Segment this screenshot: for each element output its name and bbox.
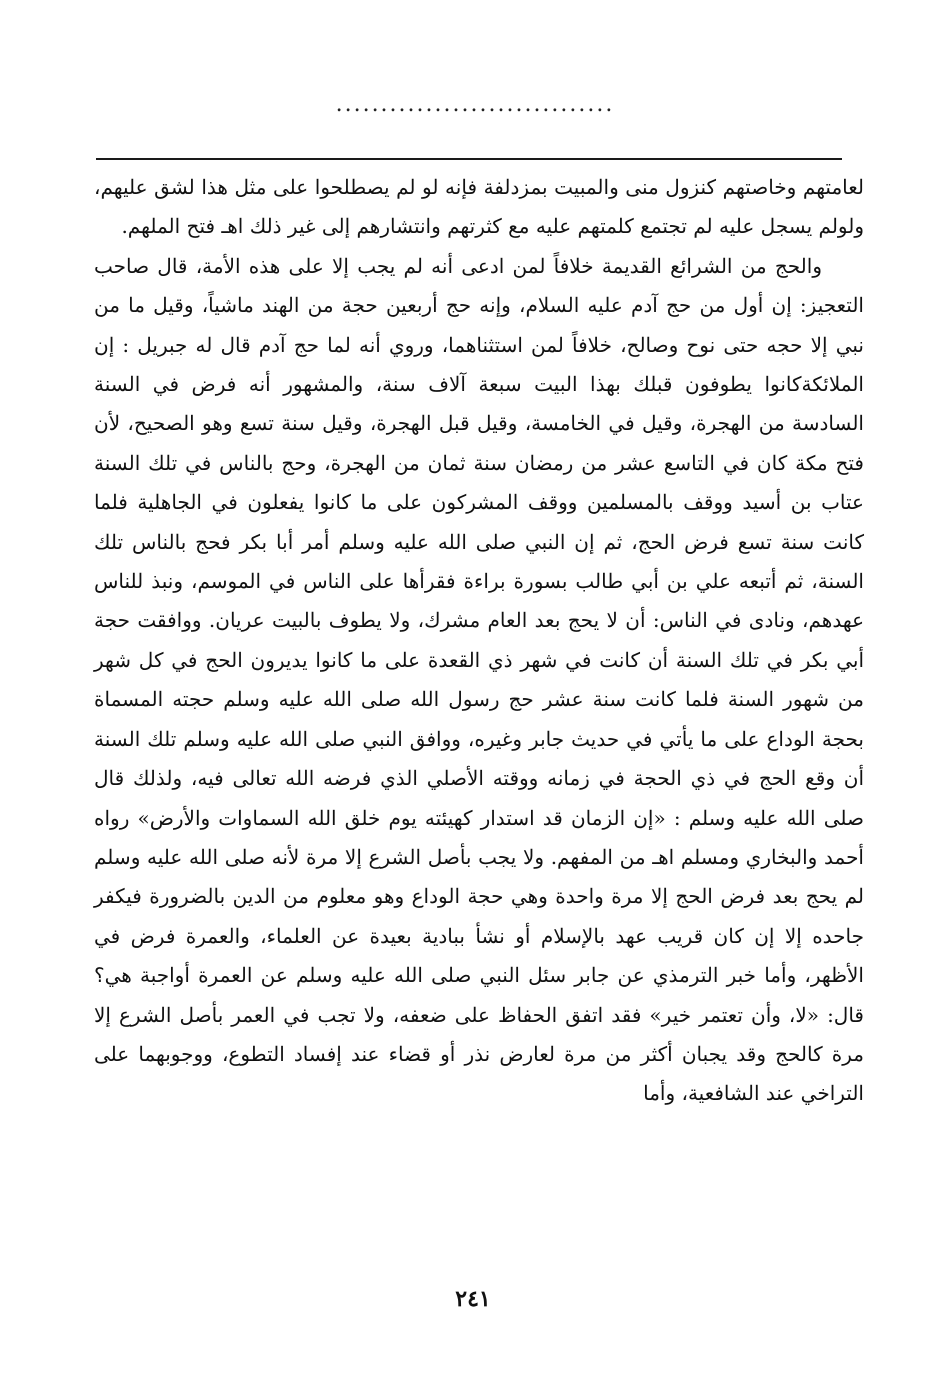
page-number: ٢٤١ [455, 1286, 491, 1312]
body-text [94, 168, 864, 1114]
separator-line [96, 158, 842, 160]
header-dots: ............................... [335, 92, 615, 117]
paragraph-continuation: لعامتهم وخاصتهم كنزول منى والمبيت بمزدلفة فإنه لو لم يصطلحوا على مثل هذا لشق عليهم، ولولم يسجل عليه لم تجتمع كلمتهم عليه مع كثرتهم وانتشارهم إلى غير ذلك اهـ فتح الملهم. [94, 175, 864, 239]
paragraph-hajj: والحج من الشرائع القديمة خلافاً لمن ادعى أنه لم يجب إلا على هذه الأمة، قال صاحب التعجيز: إن أول من حج آدم عليه السلام، وإنه حج أربعين حجة من الهند ماشياً، وقيل ما من نبي إلا حجه حتى نوح وصالح، خلافاً لمن استثناهما، وروي أنه لما حج آدم قال له جبريل : إن الملائكةكانوا يطوفون قبلك بهذا البيت سبعة آلاف سنة، والمشهور أنه فرض في السنة السادسة من الهجرة، وقيل في الخامسة، وقيل قبل الهجرة، وقيل سنة تسع وهو الصحيح، لأن فتح مكة كان في التاسع عشر من رمضان سنة ثمان من الهجرة، وحج بالناس في تلك السنة عتاب بن أسيد ووقف بالمسلمين ووقف المشركون على ما كانوا يفعلون في الجاهلية فلما كانت سنة تسع فرض الحج، ثم إن النبي صلى الله عليه وسلم أمر أبا بكر فحج بالناس تلك السنة، ثم أتبعه علي بن أبي طالب بسورة براءة فقرأها على الناس في الموسم، ونبذ للناس عهدهم، ونادى في الناس: أن لا يحج بعد العام مشرك، ولا يطوف بالبيت عريان. ووافقت حجة أبي بكر في تلك السنة أن كانت في شهر ذي القعدة على ما كانوا يديرون الحج في كل شهر من شهور السنة فلما كانت سنة عشر حج رسول الله صلى الله عليه وسلم حجته المسماة بحجة الوداع على ما يأتي في حديث جابر وغيره، ووافق النبي صلى الله عليه وسلم تلك السنة أن وقع الحج في ذي الحجة في زمانه ووقته الأصلي الذي فرضه الله تعالى فيه، ولذلك قال صلى الله عليه وسلم : «إن الزمان قد استدار كهيئته يوم خلق الله السماوات والأرض» رواه أحمد والبخاري ومسلم اهـ من المفهم. ولا يجب بأصل الشرع إلا مرة لأنه صلى الله عليه وسلم لم يحج بعد فرض الحج إلا مرة واحدة وهي حجة الوداع وهو معلوم من الدين بالضرورة فيكفر جاحده إلا إن كان قريب عهد بالإسلام أو نشأ ببادية بعيدة عن العلماء، والعمرة فرض في الأظهر، وأما خبر الترمذي عن جابر سئل النبي صلى الله عليه وسلم عن العمرة أواجبة هي؟ قال: «لا، وأن تعتمر خير» فقد اتفق الحفاظ على ضعفه، ولا تجب في العمر بأصل الشرع إلا مرة كالحج وقد يجبان أكثر من مرة لعارض نذر أو قضاء عند إفساد التطوع، ووجوبهما على التراخي عند الشافعية، وأما [94, 253, 864, 1106]
